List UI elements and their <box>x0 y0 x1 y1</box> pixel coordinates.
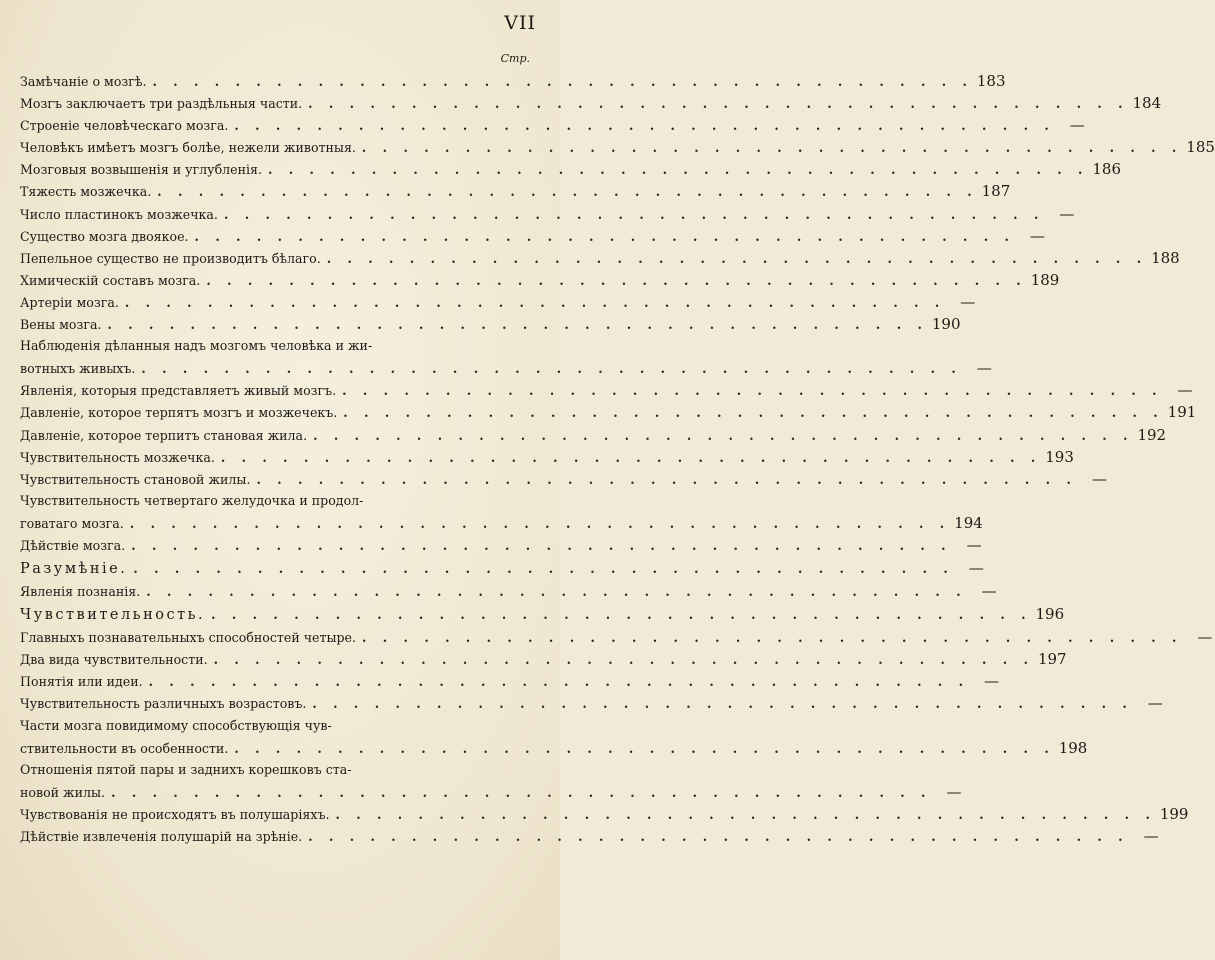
dot-leader: . . . . . . . . . . . . . . . . . . . . . . . . . . . . . . . . . . . . . . . . <box>308 96 1129 112</box>
toc-entry-title: Мозговыя возвышенія и углубленія. <box>20 162 262 178</box>
dot-leader: . . . . . . . . . . . . . . . . . . . . . . . . . . . . . . . . . . . . . . . . <box>107 317 928 333</box>
toc-page-number: 199 <box>1159 804 1189 823</box>
toc-entry-title: ствительности въ особенности. <box>20 740 229 756</box>
toc-page-number: 191 <box>1167 403 1197 422</box>
toc-entry <box>20 424 1167 446</box>
toc-entry <box>20 580 997 602</box>
toc-page-number: — <box>1059 204 1075 223</box>
dot-leader: . . . . . . . . . . . . . . . . . . . . . . . . . . . . . . . . . . . . . . . . <box>312 696 1133 712</box>
toc-page-number: 188 <box>1151 248 1180 267</box>
toc-entry <box>20 737 1088 759</box>
toc-page-number: — <box>1143 827 1159 845</box>
toc-page-number: — <box>946 782 962 801</box>
toc-page-number: — <box>968 559 984 578</box>
dot-leader: . . . . . . . . . . . . . . . . . . . . . . . . . . . . . . . . . . . . . . . . <box>256 471 1077 487</box>
dot-leader: . . . . . . . . . . . . . . . . . . . . . . . . . . . . . . . . . . . . . . . . <box>362 630 1183 646</box>
toc-entry-title: Число пластинокъ мозжечка. <box>20 206 218 222</box>
toc-entry-title: Главныхъ познавательныхъ способностей четыре. <box>20 630 357 646</box>
toc-page-number: — <box>1029 226 1045 245</box>
dot-leader: . . . . . . . . . . . . . . . . . . . . . . . . . . . . . . . . . . . . . . . . <box>148 674 970 690</box>
dot-leader: . . . . . . . . . . . . . . . . . . . . . . . . . . . . . . . . . . . . . . . . <box>133 561 954 577</box>
toc-entry <box>20 626 1213 648</box>
toc-entry-title: Наблюденія дѣланныя надъ мозгомъ человѣка и жи- <box>20 338 373 354</box>
toc-page-number: — <box>966 535 982 554</box>
dot-leader: . . . . . . . . . . . . . . . . . . . . . . . . . . . . . . . . . . . . . . . . <box>131 537 952 553</box>
toc-entry <box>20 648 1067 670</box>
toc-page-number: 198 <box>1058 738 1088 757</box>
toc-entry <box>20 357 992 379</box>
toc-entry-title: говатаго мозга. <box>20 515 124 531</box>
toc-entry <box>20 512 983 534</box>
toc-entry-title: Пепельное существо не производитъ бѣлаго. <box>20 250 321 266</box>
toc-entry-title: Явленія познанія. <box>20 584 141 600</box>
toc-entry-title: вотныхъ живыхъ. <box>20 361 136 377</box>
toc-section-heading <box>20 556 984 580</box>
toc-page-number: 185 <box>1186 138 1215 157</box>
toc-page-number: — <box>1177 381 1193 400</box>
toc-page-number: 190 <box>931 315 961 334</box>
dot-leader: . . . . . . . . . . . . . . . . . . . . . . . . . . . . . . . . . . . . . . . . <box>335 806 1156 822</box>
dot-leader: . . . . . . . . . . . . . . . . . . . . . . . . . . . . . . . . . . . . . . . . <box>194 228 1015 244</box>
toc-page-number: 196 <box>1035 605 1065 624</box>
toc-entry <box>20 313 961 335</box>
toc-entry <box>20 446 1074 468</box>
toc-section-heading <box>20 602 1065 626</box>
dot-leader: . . . . . . . . . . . . . . . . . . . . . . . . . . . . . . . . . . . . . . . . <box>152 74 973 89</box>
toc-entry-title: Чувствительность. <box>20 607 206 624</box>
toc-entry-title: Артеріи мозга. <box>20 294 119 310</box>
toc-entry <box>20 468 1107 490</box>
toc-entry <box>20 225 1045 247</box>
toc-entry-title: Замѣчаніе о мозгѣ. <box>20 74 147 89</box>
toc-entry <box>20 335 500 357</box>
toc-entry-title: Чувствительность мозжечка. <box>20 449 215 465</box>
toc-entry-title: Существо мозга двоякое. <box>20 228 189 244</box>
dot-leader: . . . . . . . . . . . . . . . . . . . . . . . . . . . . . . . . . . . . . . . . <box>343 405 1164 421</box>
toc-entry <box>20 781 962 803</box>
toc-entry-title: Химическій составъ мозга. <box>20 272 201 288</box>
toc-entry <box>20 401 1197 423</box>
toc-page-number: 184 <box>1132 94 1162 113</box>
toc-page-number: — <box>981 582 997 601</box>
dot-leader: . . . . . . . . . . . . . . . . . . . . . . . . . . . . . . . . . . . . . . . . <box>326 250 1148 266</box>
toc-entry-title: Части мозга повидимому способствующія чув- <box>20 717 332 733</box>
toc-page-number: 183 <box>976 72 1006 90</box>
toc-entry-title: Дѣйствіе извлеченія полушарій на зрѣніе. <box>20 829 303 844</box>
toc-entry-title: Мозгъ заключаетъ три раздѣльныя части. <box>20 96 303 112</box>
dot-leader: . . . . . . . . . . . . . . . . . . . . . . . . . . . . . . . . . . . . . . . . <box>129 515 951 531</box>
toc-entry-title: Чувствованія не происходятъ въ полушаріяхъ. <box>20 806 330 822</box>
toc-entry <box>20 670 1000 692</box>
dot-leader: . . . . . . . . . . . . . . . . . . . . . . . . . . . . . . . . . . . . . . . . <box>111 784 932 800</box>
dot-leader: . . . . . . . . . . . . . . . . . . . . . . . . . . . . . . . . . . . . . . . . <box>268 162 1089 178</box>
dot-leader: . . . . . . . . . . . . . . . . . . . . . . . . . . . . . . . . . . . . . . . . <box>313 427 1134 443</box>
toc-entry-title: Отношенія пятой пары и заднихъ корешковъ ста- <box>20 761 352 777</box>
toc-page-number: — <box>1069 116 1085 135</box>
dot-leader: . . . . . . . . . . . . . . . . . . . . . . . . . . . . . . . . . . . . . . . . <box>211 607 1032 623</box>
toc-entry-title: Чувствительность четвертаго желудочка и продол- <box>20 492 364 508</box>
dot-leader: . . . . . . . . . . . . . . . . . . . . . . . . . . . . . . . . . . . . . . . . <box>361 140 1183 156</box>
toc-entry <box>20 825 1159 847</box>
toc-entry-title: Человѣкъ имѣетъ мозгъ болѣе, нежели животныя. <box>20 140 356 156</box>
toc-page-number: 194 <box>954 513 983 532</box>
toc-entry <box>20 70 1006 92</box>
toc-entry <box>20 291 976 313</box>
page-number: VII <box>504 12 536 34</box>
dot-leader: . . . . . . . . . . . . . . . . . . . . . . . . . . . . . . . . . . . . . . . . <box>157 184 978 200</box>
toc-entry <box>20 203 1075 225</box>
toc-page-number: 187 <box>981 182 1011 201</box>
dot-leader: . . . . . . . . . . . . . . . . . . . . . . . . . . . . . . . . . . . . . . . . <box>223 206 1045 222</box>
toc-entry-title: новой жилы. <box>20 784 106 800</box>
toc-page-number: 197 <box>1037 650 1067 669</box>
toc-entry-title: Понятія или идеи. <box>20 674 143 690</box>
dot-leader: . . . . . . . . . . . . . . . . . . . . . . . . . . . . . . . . . . . . . . . . <box>141 361 962 377</box>
toc-entry <box>20 379 1193 401</box>
toc-entry <box>20 180 1011 202</box>
toc-page-number: — <box>1197 628 1213 647</box>
toc-entry <box>20 803 1189 825</box>
toc-entry <box>20 247 1180 269</box>
toc-page-number: 186 <box>1092 160 1122 179</box>
dot-leader: . . . . . . . . . . . . . . . . . . . . . . . . . . . . . . . . . . . . . . . . <box>220 449 1042 465</box>
toc-page-number: — <box>1147 694 1163 713</box>
dot-leader: . . . . . . . . . . . . . . . . . . . . . . . . . . . . . . . . . . . . . . . . <box>308 829 1129 844</box>
table-of-contents <box>20 70 1215 847</box>
toc-entry-title: Два вида чувствительности. <box>20 652 208 668</box>
toc-entry <box>20 92 1162 114</box>
toc-entry <box>20 715 500 737</box>
toc-entry <box>20 114 1085 136</box>
toc-entry <box>20 269 1060 291</box>
toc-entry-title: Чувствительность становой жилы. <box>20 471 251 487</box>
dot-leader: . . . . . . . . . . . . . . . . . . . . . . . . . . . . . . . . . . . . . . . . <box>234 118 1055 134</box>
toc-page-number: 189 <box>1030 270 1060 289</box>
toc-entry-title: Явленія, которыя представляетъ живый мозгъ. <box>20 383 337 399</box>
toc-entry <box>20 158 1122 180</box>
toc-page-number: — <box>976 359 992 378</box>
toc-entry-title: Строеніе человѣческаго мозга. <box>20 118 229 134</box>
toc-page-number: — <box>1091 469 1107 488</box>
dot-leader: . . . . . . . . . . . . . . . . . . . . . . . . . . . . . . . . . . . . . . . . <box>206 272 1027 288</box>
toc-entry-title: Давленіе, которое терпятъ мозгъ и мозжечекъ. <box>20 405 338 421</box>
toc-entry <box>20 136 1215 158</box>
dot-leader: . . . . . . . . . . . . . . . . . . . . . . . . . . . . . . . . . . . . . . . . <box>342 383 1163 399</box>
dot-leader: . . . . . . . . . . . . . . . . . . . . . . . . . . . . . . . . . . . . . . . . <box>234 740 1055 756</box>
toc-page-number: 193 <box>1045 447 1074 466</box>
toc-entry <box>20 490 500 512</box>
toc-entry-title: Тяжесть мозжечка. <box>20 184 152 200</box>
toc-entry <box>20 692 1163 714</box>
toc-entry <box>20 534 982 556</box>
toc-entry-title: Дѣйствіе мозга. <box>20 537 126 553</box>
toc-entry-title: Давленіе, которое терпитъ становая жила. <box>20 427 308 443</box>
toc-entry-title: Разумѣніе. <box>20 561 128 578</box>
toc-entry-title: Чувствительность различныхъ возрастовъ. <box>20 696 307 712</box>
page-column-header: Стр. <box>500 52 530 65</box>
toc-entry-title: Вены мозга. <box>20 317 102 333</box>
dot-leader: . . . . . . . . . . . . . . . . . . . . . . . . . . . . . . . . . . . . . . . . <box>124 294 946 310</box>
toc-page-number: 192 <box>1137 425 1167 444</box>
dot-leader: . . . . . . . . . . . . . . . . . . . . . . . . . . . . . . . . . . . . . . . . <box>213 652 1034 668</box>
dot-leader: . . . . . . . . . . . . . . . . . . . . . . . . . . . . . . . . . . . . . . . . <box>146 584 967 600</box>
toc-page-number: — <box>960 292 976 311</box>
toc-page-number: — <box>984 672 1000 691</box>
toc-entry <box>20 759 500 781</box>
